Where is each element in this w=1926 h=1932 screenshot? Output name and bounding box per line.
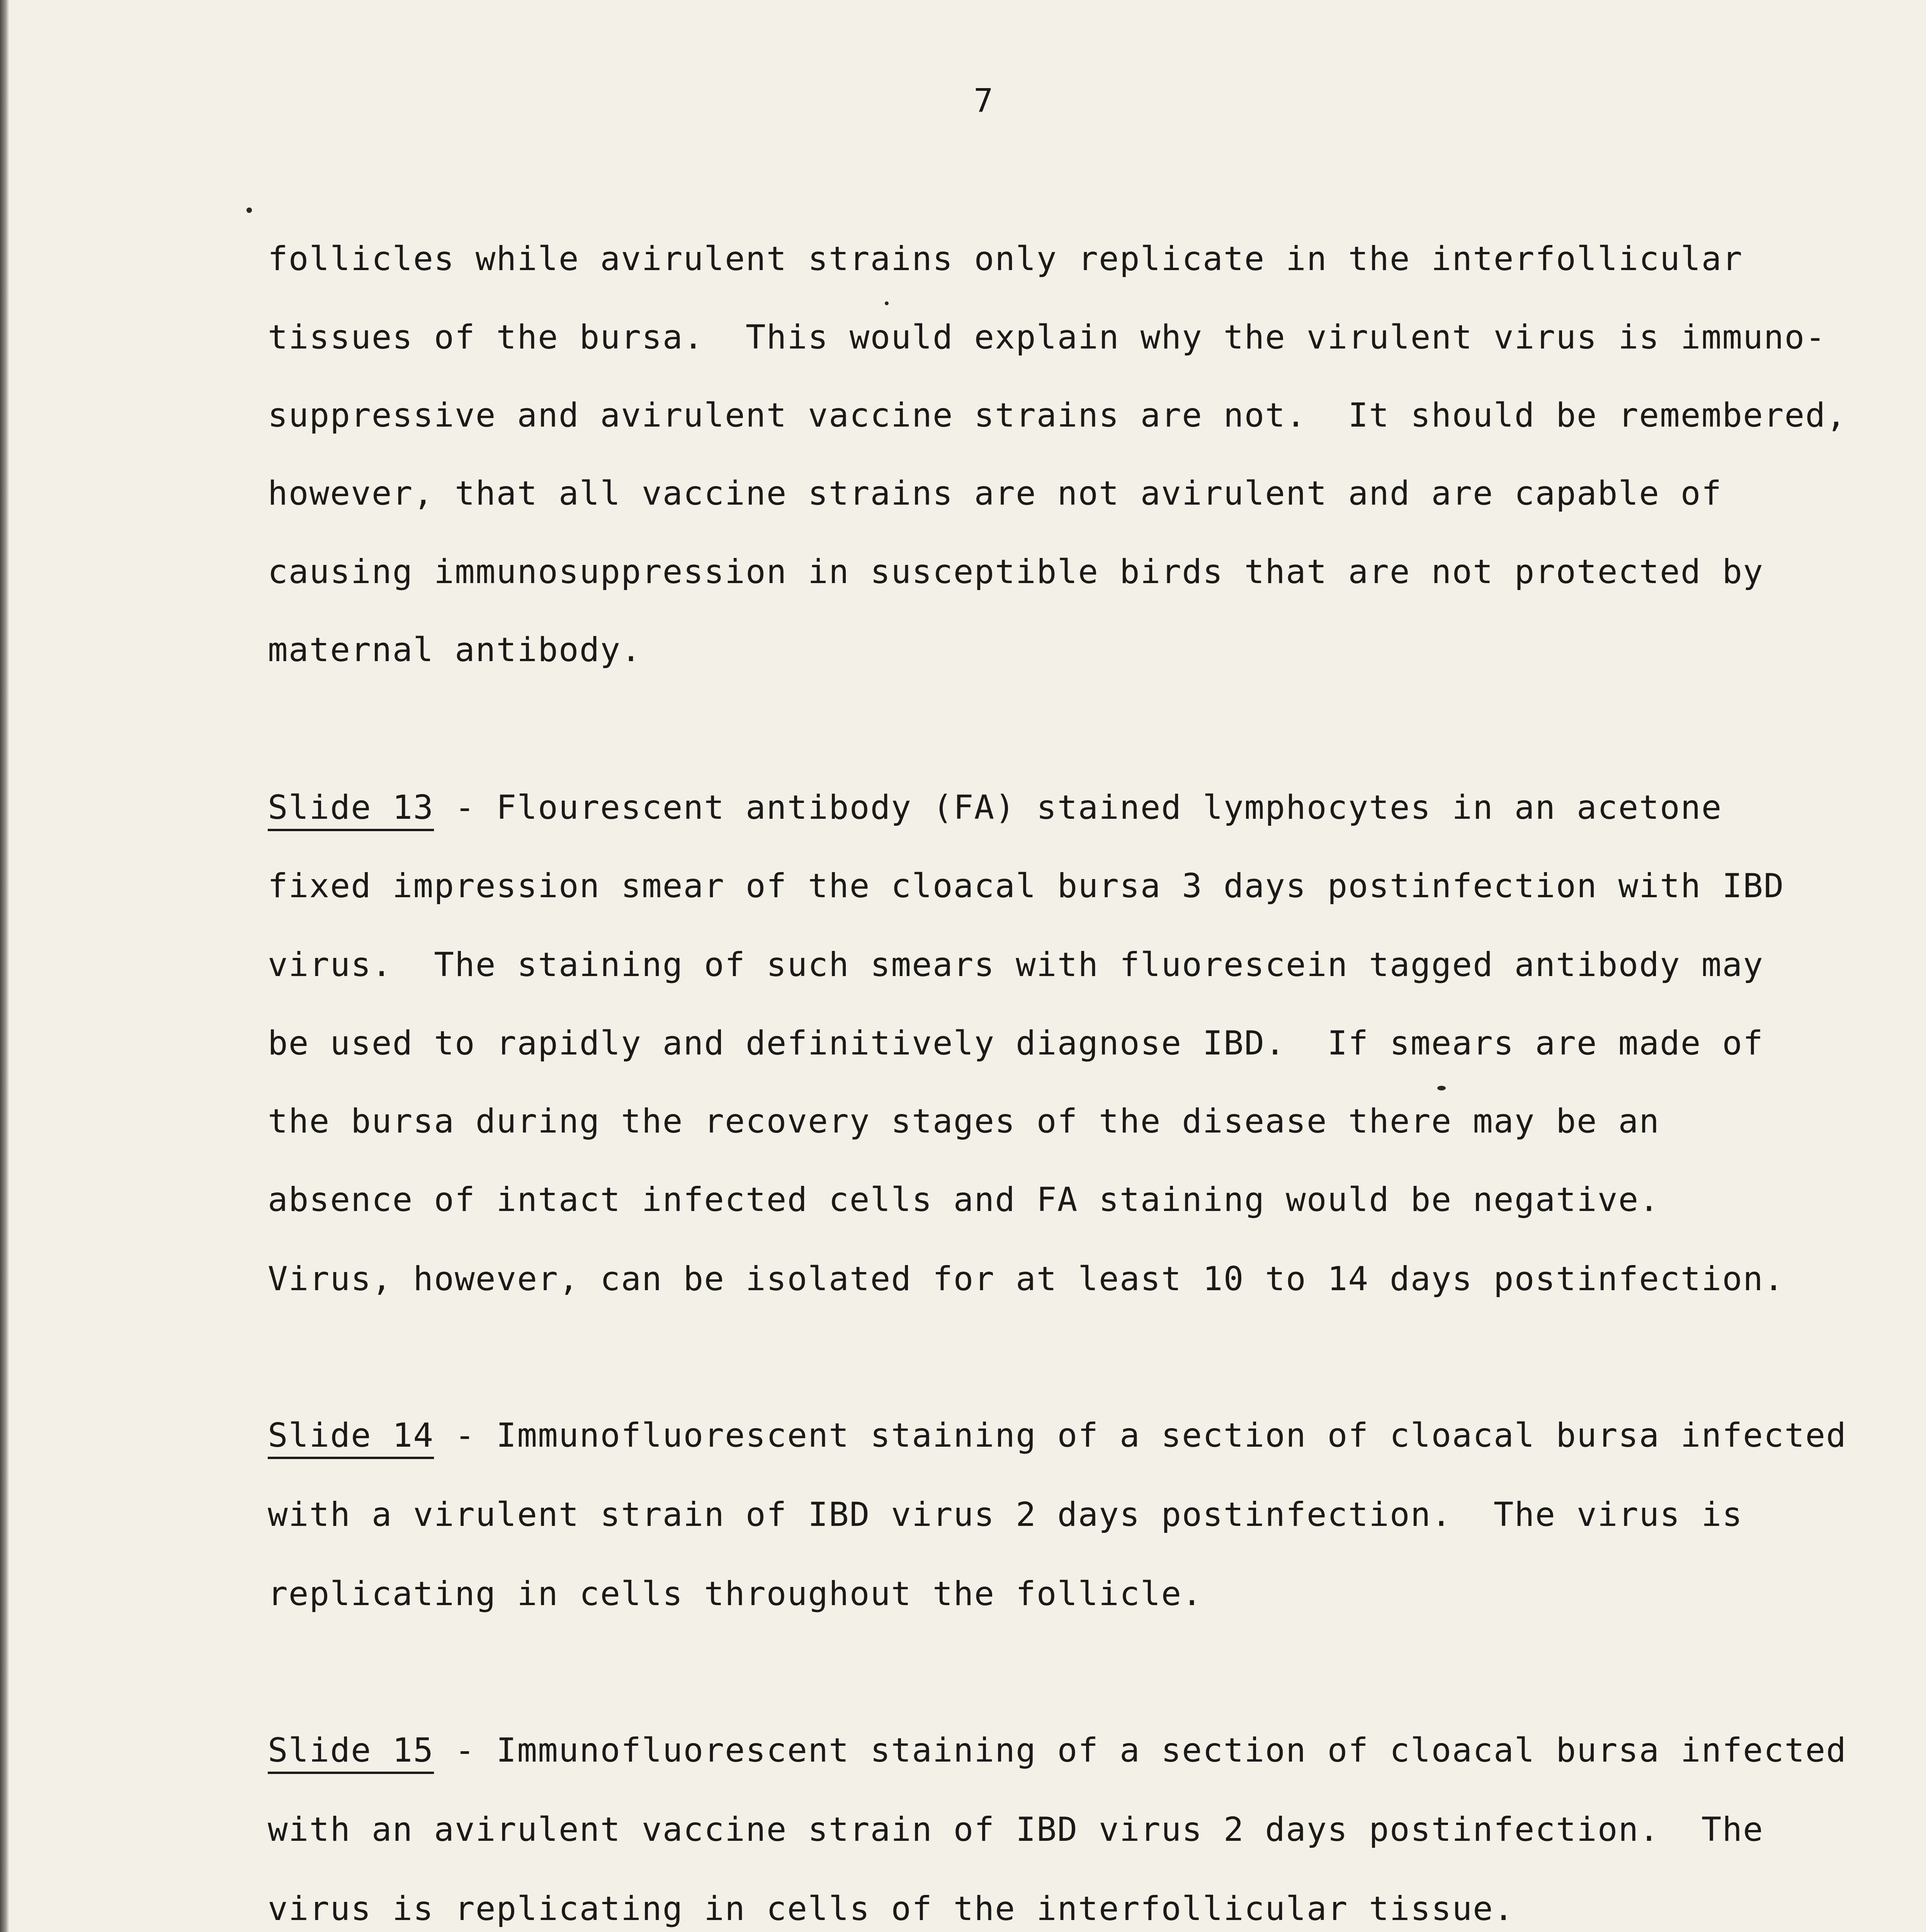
- text-line: virus. The staining of such smears with fluorescein tagged antibody may: [268, 946, 1764, 984]
- slide-label: Slide 15: [268, 1731, 434, 1770]
- text-line: follicles while avirulent strains only replicate in the interfollicular: [268, 240, 1743, 278]
- text-line: with an avirulent vaccine strain of IBD virus 2 days postinfection. The: [268, 1810, 1764, 1849]
- scan-speck: [885, 301, 889, 305]
- text-line: be used to rapidly and definitively diagnose IBD. If smears are made of: [268, 1024, 1764, 1063]
- text-line: replicating in cells throughout the follicle.: [268, 1575, 1203, 1613]
- text-line: tissues of the bursa. This would explain why the virulent virus is immuno-: [268, 318, 1826, 357]
- text-line: Virus, however, can be isolated for at least 10 to 14 days postinfection.: [268, 1260, 1785, 1298]
- slide-label: Slide 13: [268, 788, 434, 827]
- text-line: the bursa during the recovery stages of the disease there may be an: [268, 1102, 1660, 1141]
- page-binding-edge: [0, 0, 9, 1932]
- scan-speck: [1437, 1086, 1446, 1090]
- text-line: [268, 1414, 1847, 1457]
- text-line: suppressive and avirulent vaccine strains are not. It should be remembered,: [268, 396, 1847, 435]
- page-number: 7: [974, 82, 993, 119]
- slide-caption-start: - Immunofluorescent staining of a section of cloacal bursa infected: [434, 1416, 1847, 1455]
- text-line: absence of intact infected cells and FA staining would be negative.: [268, 1180, 1660, 1219]
- text-line: maternal antibody.: [268, 631, 642, 669]
- text-line: virus is replicating in cells of the interfollicular tissue.: [268, 1889, 1515, 1928]
- text-line: causing immunosuppression in susceptible birds that are not protected by: [268, 553, 1764, 591]
- text-line: with a virulent strain of IBD virus 2 days postinfection. The virus is: [268, 1495, 1743, 1534]
- slide-label: Slide 14: [268, 1416, 434, 1455]
- slide-caption-start: - Flourescent antibody (FA) stained lymphocytes in an acetone: [434, 788, 1722, 827]
- text-line: fixed impression smear of the cloacal bursa 3 days postinfection with IBD: [268, 867, 1785, 905]
- slide-caption-start: - Immunofluorescent staining of a section of cloacal bursa infected: [434, 1731, 1847, 1770]
- text-line: [268, 786, 1722, 829]
- text-line: however, that all vaccine strains are not avirulent and are capable of: [268, 474, 1722, 513]
- scan-speck: [246, 207, 252, 213]
- text-line: [268, 1729, 1847, 1772]
